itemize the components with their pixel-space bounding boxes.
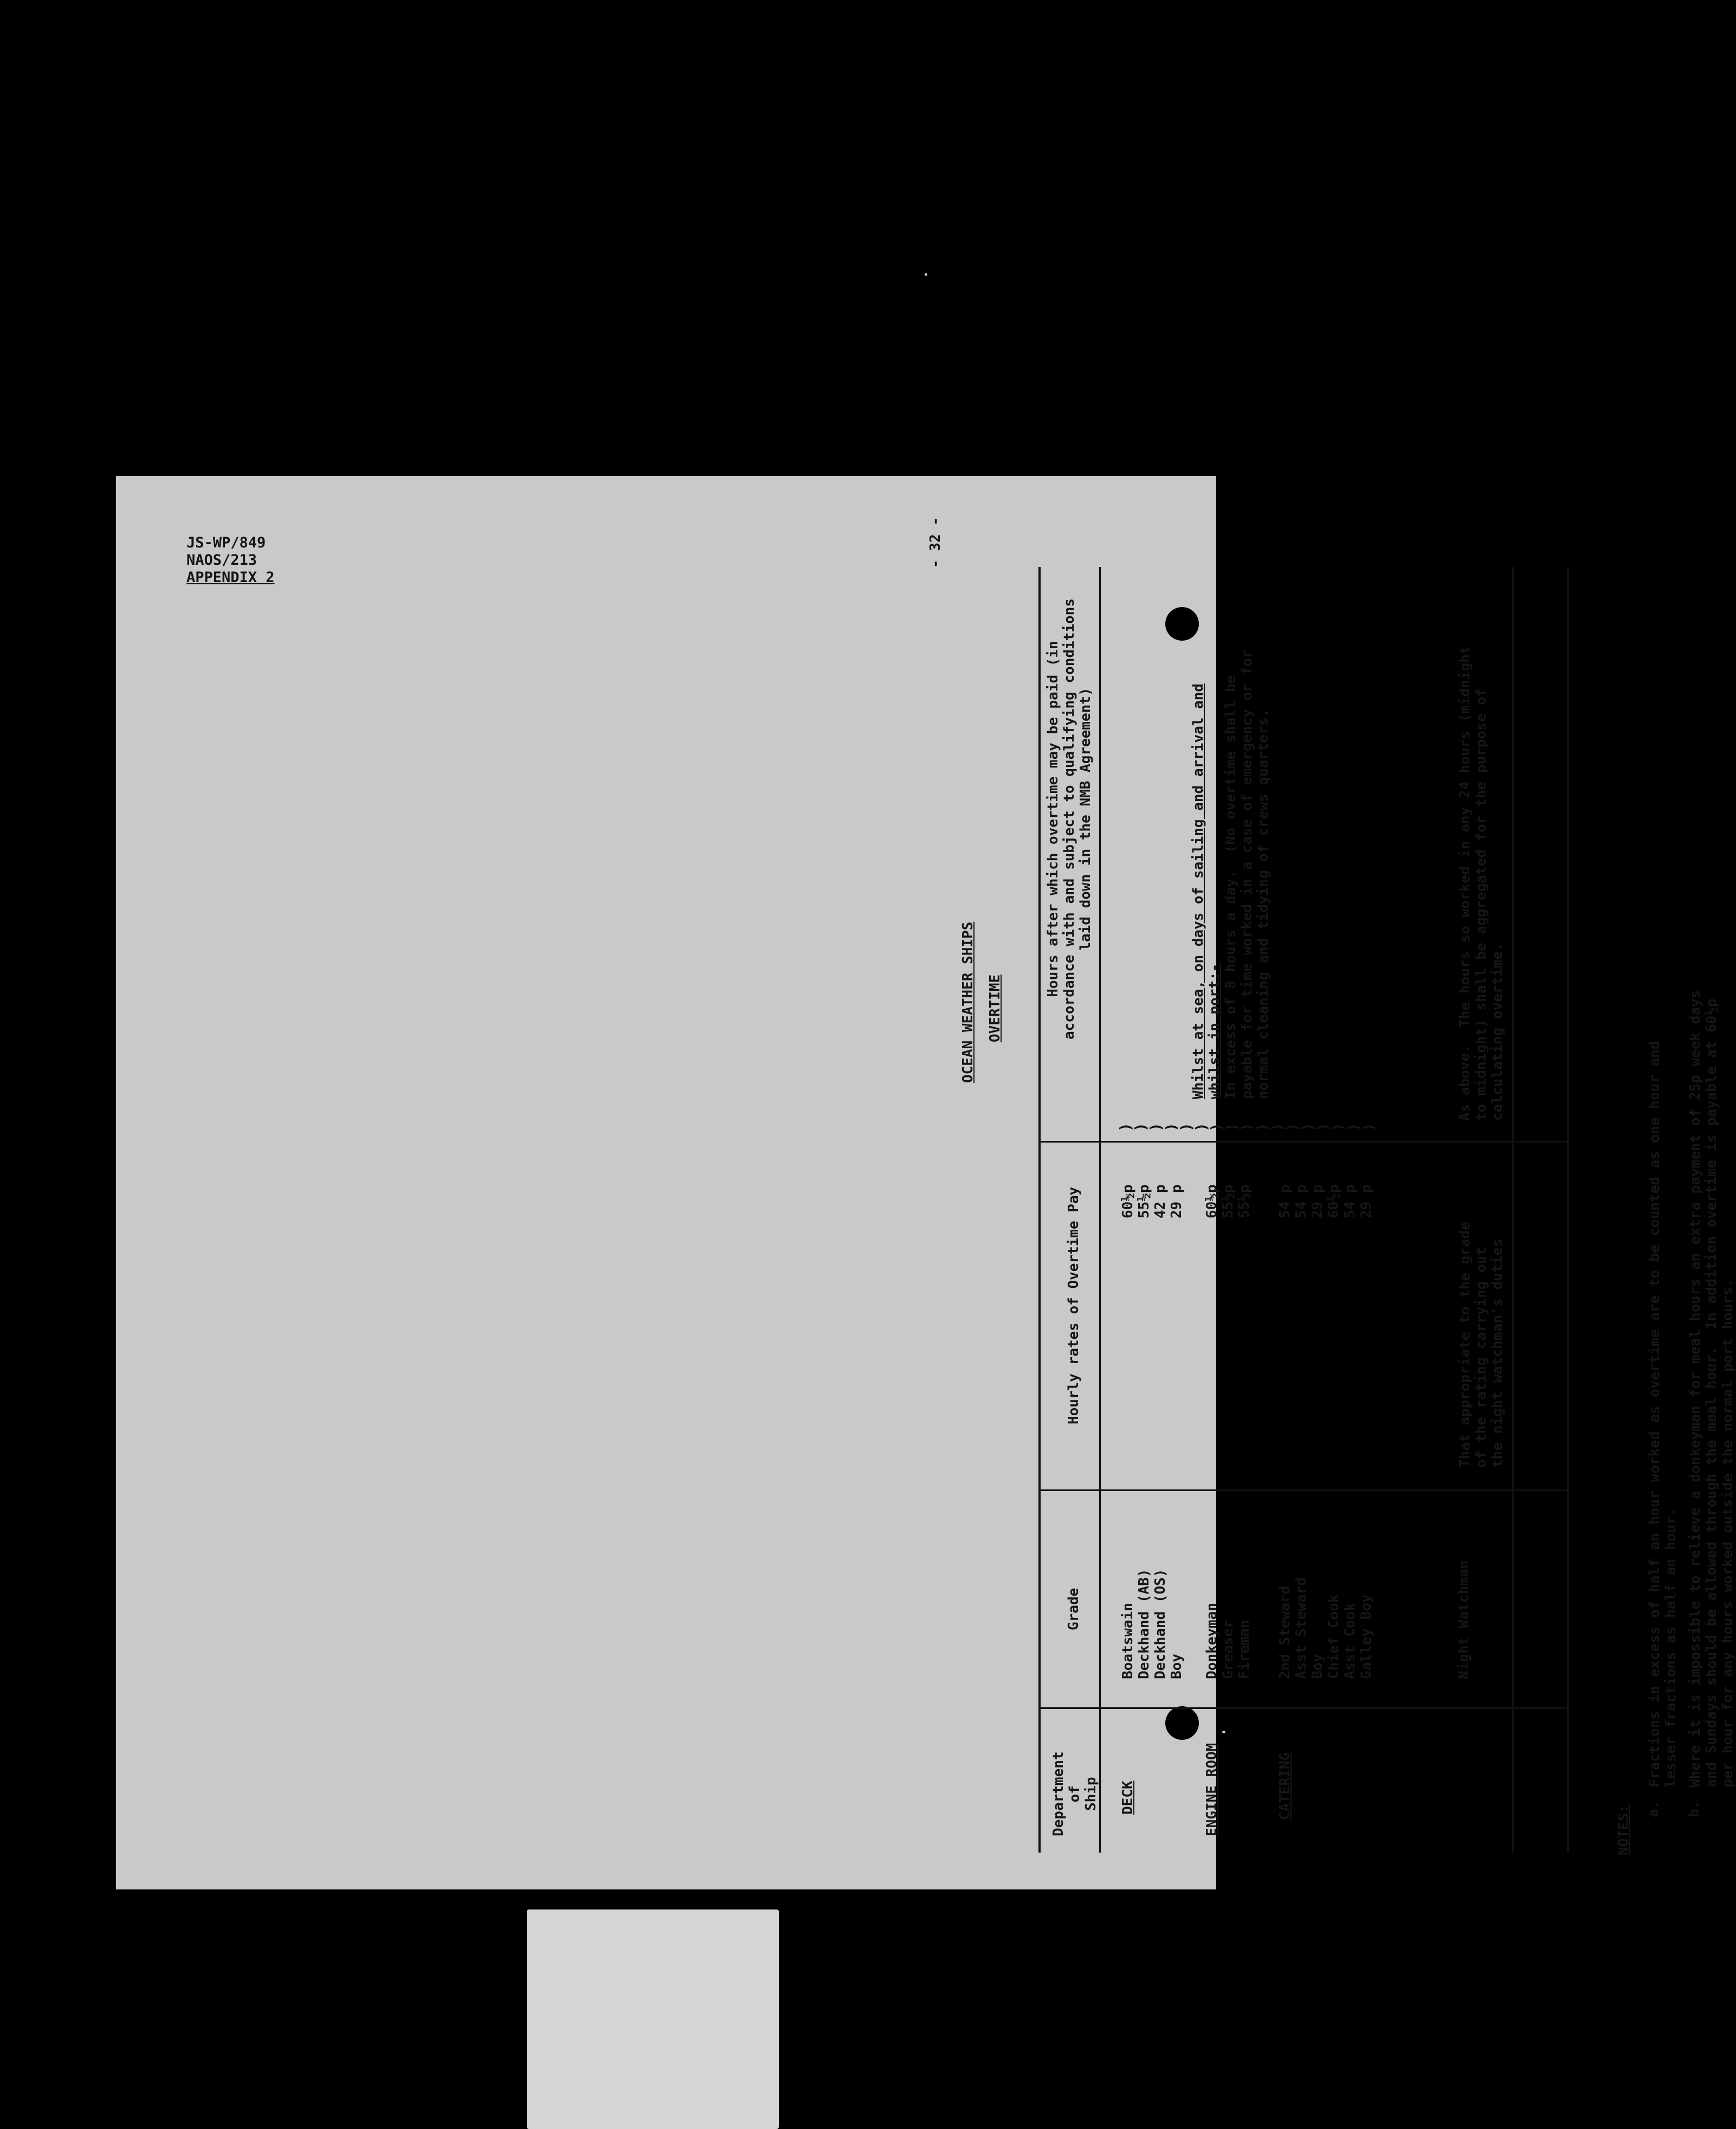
document-subtitle: OVERTIME: [987, 974, 1003, 1042]
grade-deckhand-os: Deckhand (OS): [1152, 1569, 1169, 1679]
hours-line-5: normal cleaning and tidying of crews quarters.: [1255, 708, 1272, 1099]
rate-boatswain: 60½p: [1120, 1184, 1136, 1218]
hours-line-4: payable for time worked in a case of emergency or for: [1239, 649, 1255, 1099]
column-divider-1: [1038, 1707, 1569, 1709]
note-b-text: Where it is impossible to relieve a donkeyman for meal hours an extra payment of 25p week days and Sundays should be allowed through the meal hour. In addition overtime is payable at 60½p per hour for any hours worked outside the normal port hours.: [1687, 990, 1736, 1788]
rate-fireman: 55½p: [1236, 1184, 1253, 1218]
blank-card: [527, 1909, 779, 2129]
speck: [925, 273, 927, 276]
hours-line-2: whilst in port:-: [1206, 963, 1223, 1099]
rate-boy-catering: 29 p: [1309, 1184, 1326, 1218]
note-a-text: Fractions in excess of half an hour worked as overtime are to be counted as one hour and lesser fractions as half an hour.: [1647, 1041, 1679, 1788]
rotated-overtime-table: [844, 498, 1736, 1885]
notes-heading: NOTES:: [1616, 1804, 1632, 1855]
rate-2nd-steward: 54 p: [1277, 1184, 1293, 1218]
table-top-rule: [1038, 567, 1041, 1853]
grade-galley-boy: Galley Boy: [1358, 1594, 1374, 1679]
department-deck: DECK: [1120, 1780, 1136, 1815]
column-header-hours: Hours after which overtime may be paid (in accordance with and subject to qualifying conditions laid down in the NMB Agreement): [1045, 598, 1094, 1040]
table-night-rule: [1512, 567, 1514, 1853]
column-header-department: Department of Ship: [1050, 1751, 1099, 1836]
note-a-marker: a.: [1645, 1800, 1662, 1817]
column-header-grade: Grade: [1066, 1588, 1082, 1630]
rate-deckhand-os: 42 p: [1152, 1184, 1169, 1218]
hours-line-3: In excess of 8 hours a day. (No overtime shall be: [1223, 675, 1239, 1099]
grade-deckhand-ab: Deckhand (AB): [1136, 1569, 1152, 1679]
reference-number-1: JS-WP/849: [186, 534, 266, 551]
rate-chief-cook: 60½p: [1326, 1184, 1342, 1218]
grade-fireman: Fireman: [1236, 1620, 1253, 1679]
page-number: - 32 -: [927, 517, 944, 568]
document-title: OCEAN WEATHER SHIPS: [960, 921, 976, 1083]
grade-asst-steward: Asst Steward: [1293, 1577, 1309, 1679]
grade-asst-cook: Asst Cook: [1342, 1603, 1358, 1679]
grade-donkeyman: Donkeyman: [1204, 1603, 1220, 1679]
rate-asst-steward: 54 p: [1293, 1184, 1309, 1218]
rate-asst-cook: 54 p: [1342, 1184, 1358, 1218]
rate-deckhand-ab: 55½p: [1136, 1184, 1152, 1218]
rate-greaser: 55½p: [1220, 1184, 1236, 1218]
brace-marks: ) ) ) ) ) ) ) ) ) ) ) ) ) ) ) ) ): [1117, 1122, 1377, 1132]
grade-greaser: Greaser: [1220, 1620, 1236, 1679]
grade-night-watchman: Night Watchman: [1456, 1560, 1472, 1679]
grade-2nd-steward: 2nd Steward: [1277, 1585, 1293, 1679]
appendix-label: APPENDIX 2: [186, 569, 275, 586]
grade-boy-catering: Boy: [1309, 1654, 1326, 1679]
reference-number-2: NAOS/213: [186, 552, 257, 569]
table-header-rule: [1099, 567, 1101, 1853]
column-divider-2: [1038, 1489, 1569, 1491]
rate-donkeyman: 60½p: [1204, 1184, 1220, 1218]
rate-night-watchman: That appropriate to the grade of the rating carrying out the night watchman's duties: [1457, 1222, 1506, 1468]
rate-boy-deck: 29 p: [1169, 1184, 1185, 1218]
hours-night-watchman: As above. The hours so worked in any 24 hours (midnight to midnight) shall be aggregated for the purpose of calculating overtime.: [1457, 646, 1506, 1121]
department-catering: CATERING: [1277, 1752, 1293, 1820]
column-divider-3: [1038, 1141, 1569, 1143]
column-header-rates: Hourly rates of Overtime Pay: [1066, 1186, 1082, 1424]
table-bottom-rule: [1567, 567, 1569, 1853]
grade-boatswain: Boatswain: [1120, 1603, 1136, 1679]
note-b-marker: b.: [1686, 1800, 1702, 1817]
rate-galley-boy: 29 p: [1358, 1184, 1374, 1218]
grade-boy-deck: Boy: [1169, 1654, 1185, 1679]
grade-chief-cook: Chief Cook: [1326, 1594, 1342, 1679]
hours-line-1: Whilst at sea, on days of sailing and arrival and: [1190, 683, 1206, 1099]
department-engine-room: ENGINE ROOM: [1204, 1743, 1220, 1836]
